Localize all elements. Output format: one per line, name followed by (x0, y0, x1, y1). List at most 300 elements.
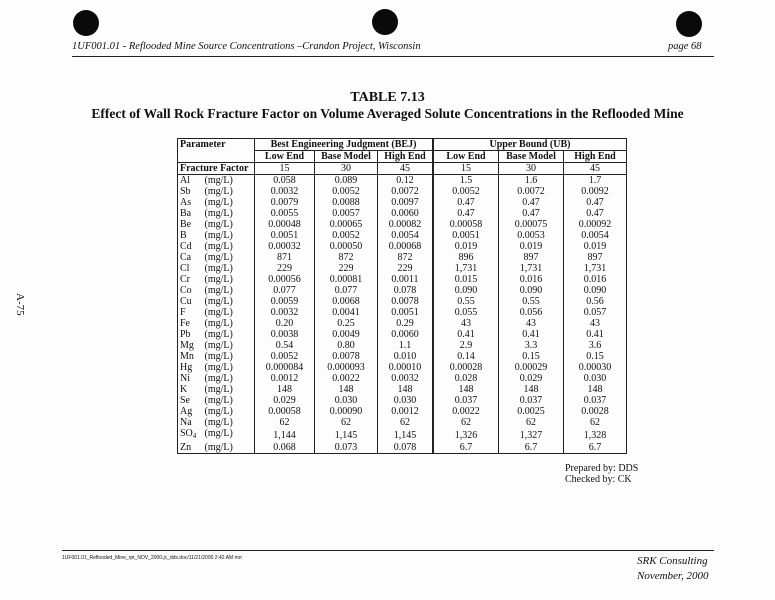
punch-hole-center (372, 9, 398, 35)
param-symbol (180, 442, 202, 453)
param-unit: (mg/L) (204, 274, 233, 285)
param-symbol-text: Be (180, 219, 192, 230)
param-cell (178, 274, 255, 285)
value-cell: 0.016 (583, 274, 607, 285)
factor-cell: 45 (400, 163, 410, 174)
value-cell: 872 (315, 252, 378, 263)
param-cell (178, 285, 255, 296)
factor-cell: 30 (315, 163, 378, 175)
param-header: Parameter (178, 139, 255, 163)
value-cell: 0.037 (499, 395, 564, 406)
value-cell: 0.0078 (315, 351, 378, 362)
value-cell: 0.00081 (315, 274, 378, 285)
param-cell (178, 296, 255, 307)
param-unit: (mg/L) (204, 285, 233, 296)
value-cell: 0.29 (396, 318, 414, 329)
value-cell: 0.030 (393, 395, 417, 406)
value-cell: 0.019 (433, 241, 499, 252)
value-cell: 0.077 (315, 285, 378, 296)
value-cell: 0.0022 (433, 406, 499, 417)
value-cell: 0.47 (586, 208, 604, 219)
table-row (178, 340, 627, 351)
value-cell: 0.0060 (391, 208, 419, 219)
param-symbol-text: Na (180, 417, 192, 428)
value-cell: 0.037 (583, 395, 607, 406)
value-cell: 0.090 (433, 285, 499, 296)
param-cell (178, 351, 255, 362)
param-cell (178, 395, 255, 406)
value-cell: 0.0025 (499, 406, 564, 417)
param-cell (178, 175, 255, 187)
param-symbol (180, 395, 202, 406)
value-cell: 0.0012 (391, 406, 419, 417)
value-cell: 0.057 (583, 307, 607, 318)
value-cell: 0.00065 (315, 219, 378, 230)
value-cell: 0.056 (499, 307, 564, 318)
value-cell: 43 (433, 318, 499, 329)
header-rule (72, 56, 714, 57)
table-caption: Effect of Wall Rock Fracture Factor on Volume Averaged Solute Concentrations in the Reflooded Mine (91, 106, 684, 121)
param-cell (178, 373, 255, 384)
value-cell: 0.56 (586, 296, 604, 307)
param-symbol (180, 219, 202, 230)
value-cell: 0.0049 (315, 329, 378, 340)
value-cell: 0.0041 (315, 307, 378, 318)
value-cell: 0.00058 (255, 406, 315, 417)
subheader-cell: Base Model (499, 151, 564, 163)
param-unit: (mg/L) (204, 197, 233, 208)
value-cell: 0.016 (499, 274, 564, 285)
value-cell: 1,327 (499, 428, 564, 442)
value-cell: 229 (255, 263, 315, 274)
table-row (178, 406, 627, 417)
value-cell: 1.5 (433, 175, 499, 187)
value-cell: 0.47 (499, 208, 564, 219)
table-row (178, 318, 627, 329)
param-symbol-text: Se (180, 395, 190, 406)
value-cell: 0.078 (393, 442, 417, 453)
value-cell: 0.0051 (255, 230, 315, 241)
param-symbol-text: Al (180, 175, 190, 186)
table-row (178, 307, 627, 318)
param-cell (178, 252, 255, 263)
value-cell: 1.6 (499, 175, 564, 187)
value-cell: 0.15 (586, 351, 604, 362)
param-symbol-text: Cd (180, 241, 192, 252)
param-cell (178, 241, 255, 252)
value-cell: 0.0097 (391, 197, 419, 208)
value-cell: 0.019 (583, 241, 607, 252)
value-cell: 62 (590, 417, 600, 428)
table-row (178, 252, 627, 263)
prepared-by: Prepared by: DDS (565, 463, 639, 474)
param-symbol (180, 208, 202, 219)
value-cell: 62 (499, 417, 564, 428)
value-cell: 0.00082 (388, 219, 422, 230)
value-cell: 896 (433, 252, 499, 263)
value-cell: 0.00090 (315, 406, 378, 417)
param-symbol-text: K (180, 384, 188, 395)
param-symbol-text: Ca (180, 252, 192, 263)
value-cell: 0.0011 (391, 274, 419, 285)
value-cell: 0.010 (393, 351, 417, 362)
param-symbol-text: Cl (180, 263, 190, 274)
value-cell: 0.0032 (255, 186, 315, 197)
value-cell: 0.019 (499, 241, 564, 252)
param-cell (178, 428, 255, 442)
checked-by: Checked by: CK (565, 474, 632, 485)
subheader-cell: Low End (433, 151, 499, 163)
param-unit: (mg/L) (204, 252, 233, 263)
param-unit: (mg/L) (204, 406, 233, 417)
param-unit: (mg/L) (204, 329, 233, 340)
value-cell: 0.0012 (255, 373, 315, 384)
factor-cell: 30 (499, 163, 564, 175)
table-row (178, 219, 627, 230)
footer-company: SRK Consulting (637, 555, 708, 567)
param-symbol (180, 296, 202, 307)
param-symbol-text: Fe (180, 318, 190, 329)
param-symbol (180, 428, 202, 442)
param-symbol (180, 241, 202, 252)
param-unit: (mg/L) (204, 307, 233, 318)
param-unit: (mg/L) (204, 175, 233, 186)
table-row (178, 395, 627, 406)
param-symbol (180, 230, 202, 241)
factor-cell: 45 (590, 163, 600, 174)
value-cell: 0.0032 (391, 373, 419, 384)
value-cell: 0.00056 (255, 274, 315, 285)
table-row (178, 329, 627, 340)
value-cell: 0.090 (499, 285, 564, 296)
value-cell: 0.030 (583, 373, 607, 384)
param-cell (178, 318, 255, 329)
footer-rule (62, 550, 714, 551)
value-cell: 0.14 (433, 351, 499, 362)
param-unit: (mg/L) (204, 318, 233, 329)
value-cell: 6.7 (433, 442, 499, 454)
value-cell: 0.0052 (315, 186, 378, 197)
param-cell (178, 307, 255, 318)
param-symbol (180, 197, 202, 208)
subheader-cell: Base Model (315, 151, 378, 163)
value-cell: 148 (587, 384, 603, 395)
value-cell: 229 (315, 263, 378, 274)
value-cell: 0.077 (255, 285, 315, 296)
table-row (178, 230, 627, 241)
value-cell: 872 (397, 252, 413, 263)
param-symbol-text: B (180, 230, 187, 241)
table-row (178, 175, 627, 187)
table-row (178, 241, 627, 252)
param-symbol-text: Mn (180, 351, 194, 362)
value-cell: 3.6 (588, 340, 602, 351)
param-symbol (180, 373, 202, 384)
fracture-factor-label: Fracture Factor (178, 163, 255, 175)
value-cell: 1,731 (433, 263, 499, 274)
param-unit: (mg/L) (204, 340, 233, 351)
table-header-group-row (178, 139, 627, 151)
value-cell: 0.0052 (433, 186, 499, 197)
param-symbol (180, 384, 202, 395)
value-cell: 0.41 (433, 329, 499, 340)
param-unit: (mg/L) (204, 230, 233, 241)
value-cell: 0.00050 (315, 241, 378, 252)
value-cell: 0.037 (433, 395, 499, 406)
value-cell: 0.068 (255, 442, 315, 454)
param-unit: (mg/L) (204, 351, 233, 362)
value-cell: 0.0051 (433, 230, 499, 241)
value-cell: 0.0053 (499, 230, 564, 241)
value-cell: 871 (255, 252, 315, 263)
value-cell: 1,328 (583, 429, 607, 441)
table-row (178, 274, 627, 285)
value-cell: 1,145 (315, 428, 378, 442)
param-cell (178, 230, 255, 241)
param-symbol (180, 285, 202, 296)
value-cell: 0.0088 (315, 197, 378, 208)
value-cell: 43 (499, 318, 564, 329)
value-cell: 1,145 (393, 429, 417, 441)
value-cell: 1,731 (499, 263, 564, 274)
table-row (178, 417, 627, 428)
table-row (178, 285, 627, 296)
table-row (178, 186, 627, 197)
param-symbol-text: Zn (180, 442, 192, 453)
value-cell: 1,326 (433, 428, 499, 442)
value-cell: 0.0054 (581, 230, 609, 241)
value-cell: 0.055 (433, 307, 499, 318)
table-row (178, 263, 627, 274)
value-cell: 0.0052 (315, 230, 378, 241)
running-header-page: page 68 (668, 41, 702, 52)
param-unit: (mg/L) (204, 442, 233, 453)
param-cell (178, 263, 255, 274)
value-cell: 0.000093 (315, 362, 378, 373)
table-row (178, 384, 627, 395)
param-symbol-text: Ag (180, 406, 193, 417)
param-symbol-text: SO (180, 428, 193, 439)
table-row (178, 442, 627, 454)
value-cell: 0.15 (499, 351, 564, 362)
param-symbol-text: As (180, 197, 192, 208)
param-symbol (180, 340, 202, 351)
param-cell (178, 186, 255, 197)
value-cell: 0.030 (315, 395, 378, 406)
value-cell: 0.0072 (391, 186, 419, 197)
param-symbol (180, 274, 202, 285)
value-cell: 3.3 (499, 340, 564, 351)
value-cell: 0.0078 (391, 296, 419, 307)
value-cell: 0.00075 (499, 219, 564, 230)
table-row (178, 351, 627, 362)
value-cell: 0.00030 (578, 362, 612, 373)
subheader-cell: Low End (255, 151, 315, 163)
param-symbol-text: Pb (180, 329, 191, 340)
table-row (178, 373, 627, 384)
param-unit: (mg/L) (204, 219, 233, 230)
footer-date: November, 2000 (637, 570, 709, 582)
value-cell: 62 (255, 417, 315, 428)
value-cell: 62 (433, 417, 499, 428)
punch-hole-right (676, 11, 702, 37)
param-cell (178, 329, 255, 340)
param-unit: (mg/L) (204, 362, 233, 373)
value-cell: 0.12 (396, 175, 414, 186)
value-cell: 148 (499, 384, 564, 395)
value-cell: 148 (397, 384, 413, 395)
param-symbol (180, 351, 202, 362)
value-cell: 0.0055 (255, 208, 315, 219)
param-symbol-text: Ni (180, 373, 190, 384)
value-cell: 148 (255, 384, 315, 395)
value-cell: 0.0068 (315, 296, 378, 307)
value-cell: 0.0051 (391, 307, 419, 318)
value-cell: 0.55 (499, 296, 564, 307)
param-cell (178, 219, 255, 230)
value-cell: 0.00048 (255, 219, 315, 230)
value-cell: 229 (397, 263, 413, 274)
value-cell: 148 (433, 384, 499, 395)
value-cell: 0.0028 (581, 406, 609, 417)
param-unit: (mg/L) (204, 428, 233, 439)
value-cell: 0.058 (255, 175, 315, 187)
value-cell: 0.00029 (499, 362, 564, 373)
table-row (178, 208, 627, 219)
table-row (178, 197, 627, 208)
subheader-cell: High End (574, 151, 616, 162)
value-cell: 0.00092 (578, 219, 612, 230)
value-cell: 0.54 (255, 340, 315, 351)
param-unit: (mg/L) (204, 384, 233, 395)
value-cell: 0.029 (255, 395, 315, 406)
param-symbol-text: Cu (180, 296, 192, 307)
param-cell (178, 197, 255, 208)
factor-cell: 15 (255, 163, 315, 175)
param-symbol-text: Cr (180, 274, 190, 285)
value-cell: 0.0060 (391, 329, 419, 340)
value-cell: 0.0072 (499, 186, 564, 197)
running-header-title: 1UF001.01 - Reflooded Mine Source Concentrations –Crandon Project, Wisconsin (72, 41, 421, 52)
footer-file-path: 1UF001.01_Reflooded_Mine_rpt_NOV_2000.jc_dds.doc/11/21/2000 2:42 AM mrr (62, 555, 243, 561)
value-cell: 0.00028 (433, 362, 499, 373)
value-cell: 0.073 (315, 442, 378, 454)
value-cell: 1,731 (583, 263, 607, 274)
value-cell: 0.80 (315, 340, 378, 351)
concentration-table (177, 138, 627, 454)
value-cell: 0.00010 (388, 362, 422, 373)
value-cell: 0.47 (499, 197, 564, 208)
param-cell (178, 340, 255, 351)
value-cell: 0.0022 (315, 373, 378, 384)
value-cell: 0.000084 (255, 362, 315, 373)
param-cell (178, 417, 255, 428)
param-symbol (180, 186, 202, 197)
param-symbol-text: Co (180, 285, 192, 296)
table-row (178, 428, 627, 442)
factor-cell: 15 (433, 163, 499, 175)
value-cell: 0.41 (586, 329, 604, 340)
table-row (178, 296, 627, 307)
group-header-ub: Upper Bound (UB) (433, 139, 627, 151)
param-symbol (180, 318, 202, 329)
param-symbol (180, 417, 202, 428)
value-cell: 0.47 (433, 208, 499, 219)
fracture-factor-row (178, 163, 627, 175)
value-cell: 1,144 (255, 428, 315, 442)
value-cell: 0.20 (255, 318, 315, 329)
param-symbol-text: Ba (180, 208, 192, 219)
param-symbol-text: F (180, 307, 186, 318)
value-cell: 6.7 (588, 442, 602, 453)
param-unit: (mg/L) (204, 263, 233, 274)
param-symbol (180, 175, 202, 186)
punch-hole-left (73, 10, 99, 36)
param-cell (178, 406, 255, 417)
value-cell: 0.015 (433, 274, 499, 285)
value-cell: 62 (315, 417, 378, 428)
value-cell: 897 (499, 252, 564, 263)
param-symbol (180, 362, 202, 373)
param-symbol (180, 263, 202, 274)
param-unit: (mg/L) (204, 241, 233, 252)
table-row (178, 362, 627, 373)
value-cell: 0.47 (433, 197, 499, 208)
table-body (178, 175, 627, 454)
param-unit: (mg/L) (204, 417, 233, 428)
value-cell: 0.090 (583, 285, 607, 296)
value-cell: 0.089 (315, 175, 378, 187)
value-cell: 0.028 (433, 373, 499, 384)
value-cell: 0.00068 (388, 241, 422, 252)
param-cell (178, 442, 255, 454)
param-symbol-text: Mg (180, 340, 194, 351)
param-unit: (mg/L) (204, 296, 233, 307)
subheader-cell: High End (384, 151, 426, 162)
param-cell (178, 384, 255, 395)
value-cell: 0.0054 (391, 230, 419, 241)
value-cell: 0.029 (499, 373, 564, 384)
param-symbol (180, 406, 202, 417)
value-cell: 0.55 (433, 296, 499, 307)
param-symbol (180, 307, 202, 318)
value-cell: 62 (400, 417, 410, 428)
value-cell: 0.0057 (315, 208, 378, 219)
value-cell: 0.00032 (255, 241, 315, 252)
param-symbol (180, 329, 202, 340)
value-cell: 0.0052 (255, 351, 315, 362)
value-cell: 0.25 (315, 318, 378, 329)
value-cell: 1.7 (588, 175, 602, 186)
value-cell: 43 (590, 318, 600, 329)
value-cell: 0.0079 (255, 197, 315, 208)
group-header-bej: Best Engineering Judgment (BEJ) (255, 139, 434, 151)
value-cell: 0.078 (393, 285, 417, 296)
value-cell: 6.7 (499, 442, 564, 454)
param-unit: (mg/L) (204, 186, 233, 197)
value-cell: 0.0032 (255, 307, 315, 318)
param-subscript: 4 (192, 432, 197, 440)
value-cell: 148 (315, 384, 378, 395)
param-cell (178, 208, 255, 219)
value-cell: 0.0038 (255, 329, 315, 340)
param-symbol-text: Sb (180, 186, 191, 197)
table-number: TABLE 7.13 (350, 90, 425, 105)
param-unit: (mg/L) (204, 373, 233, 384)
value-cell: 2.9 (433, 340, 499, 351)
param-cell (178, 362, 255, 373)
value-cell: 0.0059 (255, 296, 315, 307)
